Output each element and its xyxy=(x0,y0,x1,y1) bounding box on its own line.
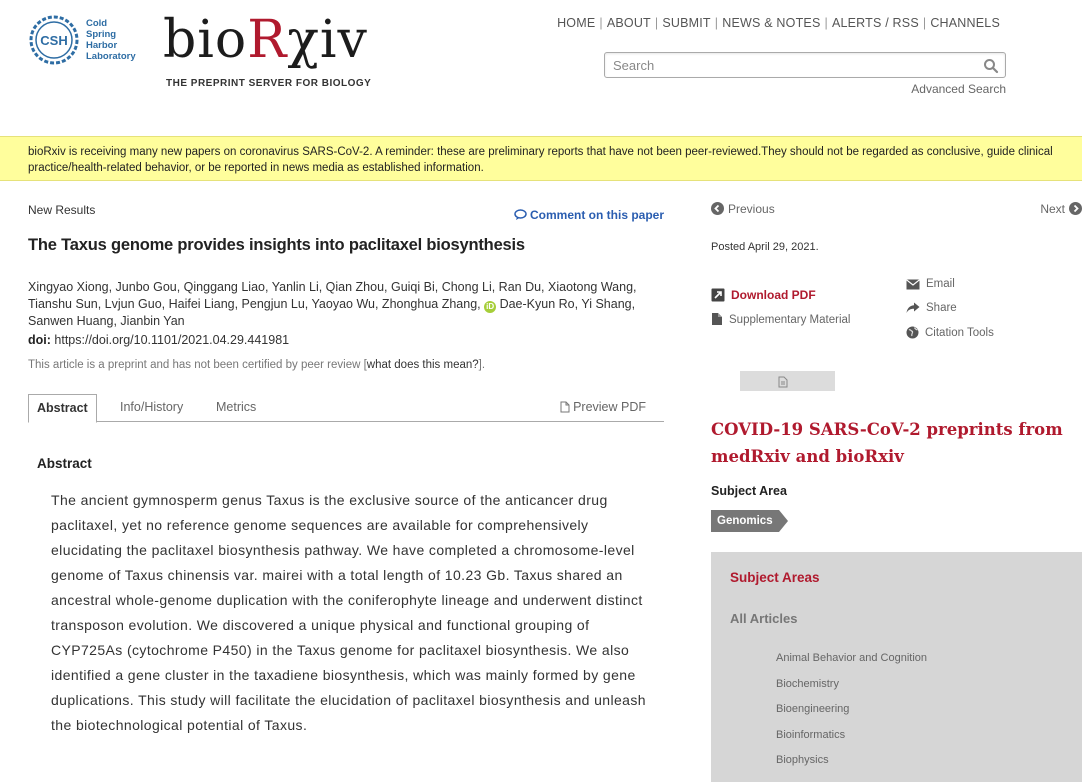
authors-text[interactable]: Dae-Kyun Ro, Yi Shang, Sanwen Huang, Jianbin Yan xyxy=(28,297,636,328)
subject-areas-title: Subject Areas xyxy=(730,570,820,585)
csh-line: Harbor xyxy=(86,40,118,51)
previous-label: Previous xyxy=(728,202,775,216)
envelope-icon xyxy=(906,279,920,290)
tab-info-history[interactable]: Info/History xyxy=(120,400,184,414)
supplementary-material-link[interactable] xyxy=(711,312,850,326)
supplementary-label: Supplementary Material xyxy=(729,314,851,326)
download-pdf-link[interactable] xyxy=(711,288,816,302)
citation-tools-label: Citation Tools xyxy=(925,327,994,339)
globe-icon xyxy=(906,326,919,339)
comment-on-paper-link[interactable] xyxy=(514,208,664,222)
document-icon xyxy=(778,376,788,388)
subject-item-bioinformatics[interactable]: Bioinformatics xyxy=(776,728,846,741)
search-input[interactable] xyxy=(605,53,975,77)
csh-line: Spring xyxy=(86,29,117,40)
subject-item-animal-behavior[interactable]: Animal Behavior and Cognition xyxy=(776,652,928,664)
comment-label: Comment on this paper xyxy=(530,208,665,222)
file-icon xyxy=(711,312,723,326)
authors-text[interactable]: Xingyao Xiong, Junbo Gou, Qinggang Liao, Yanlin Li, Qian Zhou, Guiqi Bi, Chong Li, Ran Du, Xiaotong Wang, Tianshu Sun, Lvjun Guo, Haifei Liang, Pengjun Lu, Yaoyao Wu, Zhonghua Zhang, xyxy=(28,280,637,311)
top-nav xyxy=(555,16,1002,30)
doi-line xyxy=(28,333,289,347)
csh-line: Laboratory xyxy=(86,51,136,62)
subject-tag-genomics[interactable] xyxy=(711,510,788,532)
nav-home[interactable]: HOME xyxy=(557,16,596,30)
download-pdf-icon xyxy=(711,288,725,302)
preview-pdf-label: Preview PDF xyxy=(573,400,646,414)
email-label: Email xyxy=(926,278,955,290)
covid-notice-banner: bioRxiv is receiving many new papers on coronavirus SARS-CoV-2. A reminder: these are preliminary reports that have not been peer-reviewed.They should not be regarded as conclusive, guide clinical practice/health-related behavior, or be reported in news media as established information. xyxy=(0,136,1082,181)
search-icon[interactable] xyxy=(983,58,999,74)
subject-tag-label: Genomics xyxy=(711,510,779,532)
covid-preprints-heading[interactable]: COVID-19 SARS-CoV-2 preprints from medRxiv and bioRxiv xyxy=(711,420,1063,466)
preprint-note-text: ]. xyxy=(478,359,486,371)
doi-link[interactable]: https://doi.org/10.1101/2021.04.29.441981 xyxy=(54,333,290,347)
site-header xyxy=(0,0,1082,136)
advanced-search-link[interactable]: Advanced Search xyxy=(911,82,1006,96)
nav-separator: | xyxy=(654,16,659,30)
all-articles-link[interactable]: All Articles xyxy=(730,611,798,626)
csh-line: Cold xyxy=(86,18,108,29)
abstract-heading: Abstract xyxy=(37,456,92,471)
author-list xyxy=(28,279,648,330)
tag-arrow xyxy=(779,510,788,532)
previous-link[interactable] xyxy=(711,202,775,216)
what-does-this-mean-link[interactable]: what does this mean? xyxy=(366,359,479,371)
nav-separator: | xyxy=(714,16,719,30)
preprint-note xyxy=(28,359,485,371)
citation-tools-link[interactable] xyxy=(906,326,994,339)
arrow-right-circle-icon xyxy=(1069,202,1082,215)
share-link[interactable] xyxy=(906,302,957,314)
tab-abstract[interactable]: Abstract xyxy=(28,394,97,423)
brand-r: R xyxy=(247,10,288,70)
document-icon xyxy=(560,401,570,413)
subject-item-biochemistry[interactable]: Biochemistry xyxy=(776,677,839,690)
nav-news-notes[interactable]: NEWS & NOTES xyxy=(722,16,821,30)
next-link[interactable] xyxy=(1040,202,1082,216)
csh-logo[interactable] xyxy=(28,14,140,68)
csh-ring-icon xyxy=(28,14,80,66)
nav-about[interactable]: ABOUT xyxy=(606,16,651,30)
brand-bio: bio xyxy=(163,10,248,70)
email-link[interactable] xyxy=(906,278,955,290)
share-label: Share xyxy=(926,302,957,314)
nav-separator: | xyxy=(922,16,927,30)
subject-area-label: Subject Area xyxy=(711,484,787,498)
next-label: Next xyxy=(1040,202,1065,216)
arrow-left-circle-icon xyxy=(711,202,724,215)
preview-thumbnail[interactable] xyxy=(740,371,835,391)
nav-channels[interactable]: CHANNELS xyxy=(930,16,1000,30)
subject-item-biophysics[interactable]: Biophysics xyxy=(776,754,829,766)
article-type: New Results xyxy=(28,203,96,217)
brand-xiv: χiv xyxy=(287,10,368,70)
nav-alerts-rss[interactable]: ALERTS / RSS xyxy=(831,16,919,30)
article-title: The Taxus genome provides insights into paclitaxel biosynthesis xyxy=(28,236,525,254)
orcid-icon[interactable]: iD xyxy=(486,302,495,311)
download-pdf-label: Download PDF xyxy=(731,288,816,302)
nav-separator: | xyxy=(599,16,603,30)
nav-separator: | xyxy=(824,16,828,30)
csh-mark: CSH xyxy=(40,33,68,48)
subject-list xyxy=(776,650,927,778)
biorxiv-logo[interactable] xyxy=(163,10,368,70)
tab-metrics[interactable]: Metrics xyxy=(216,400,257,414)
abstract-text: The ancient gymnosperm genus Taxus is the exclusive source of the anticancer drug paclitaxel, yet no reference genome sequences are available for comprehensively elucidating the paclitaxel biosynthesis pathway. We have completed a chromosome-level genome of Taxus chinensis var. mairei with a total length of 10.23 Gb. Taxus shared an ancestral whole-genome duplication with the coniferophyte lineage and underwent distinct transposon evolution. We discovered a unique physical and functional grouping of CYP725As (cytochrome P450) in the Taxus genome for paclitaxel biosynthesis. We also identified a gene cluster in the taxadiene biosynthesis, which was mainly formed by gene duplications. This study will facilitate the elucidation of paclitaxel biosynthesis and unleash the biotechnological potential of Taxus. xyxy=(51,492,646,733)
nav-submit[interactable]: SUBMIT xyxy=(662,16,711,30)
comment-icon xyxy=(514,209,527,221)
search-box xyxy=(604,52,1006,78)
posted-date: Posted April 29, 2021. xyxy=(711,241,819,253)
csh-wordmark xyxy=(86,18,146,62)
site-tagline: THE PREPRINT SERVER FOR BIOLOGY xyxy=(166,78,372,89)
doi-label: doi: xyxy=(28,333,51,347)
subject-item-bioengineering[interactable]: Bioengineering xyxy=(776,703,850,715)
preprint-note-text: This article is a preprint and has not been certified by peer review [ xyxy=(28,359,367,371)
share-icon xyxy=(906,302,920,314)
subject-areas-panel xyxy=(711,552,1082,782)
article-tabs xyxy=(28,394,664,422)
tab-preview-pdf[interactable] xyxy=(552,394,654,422)
